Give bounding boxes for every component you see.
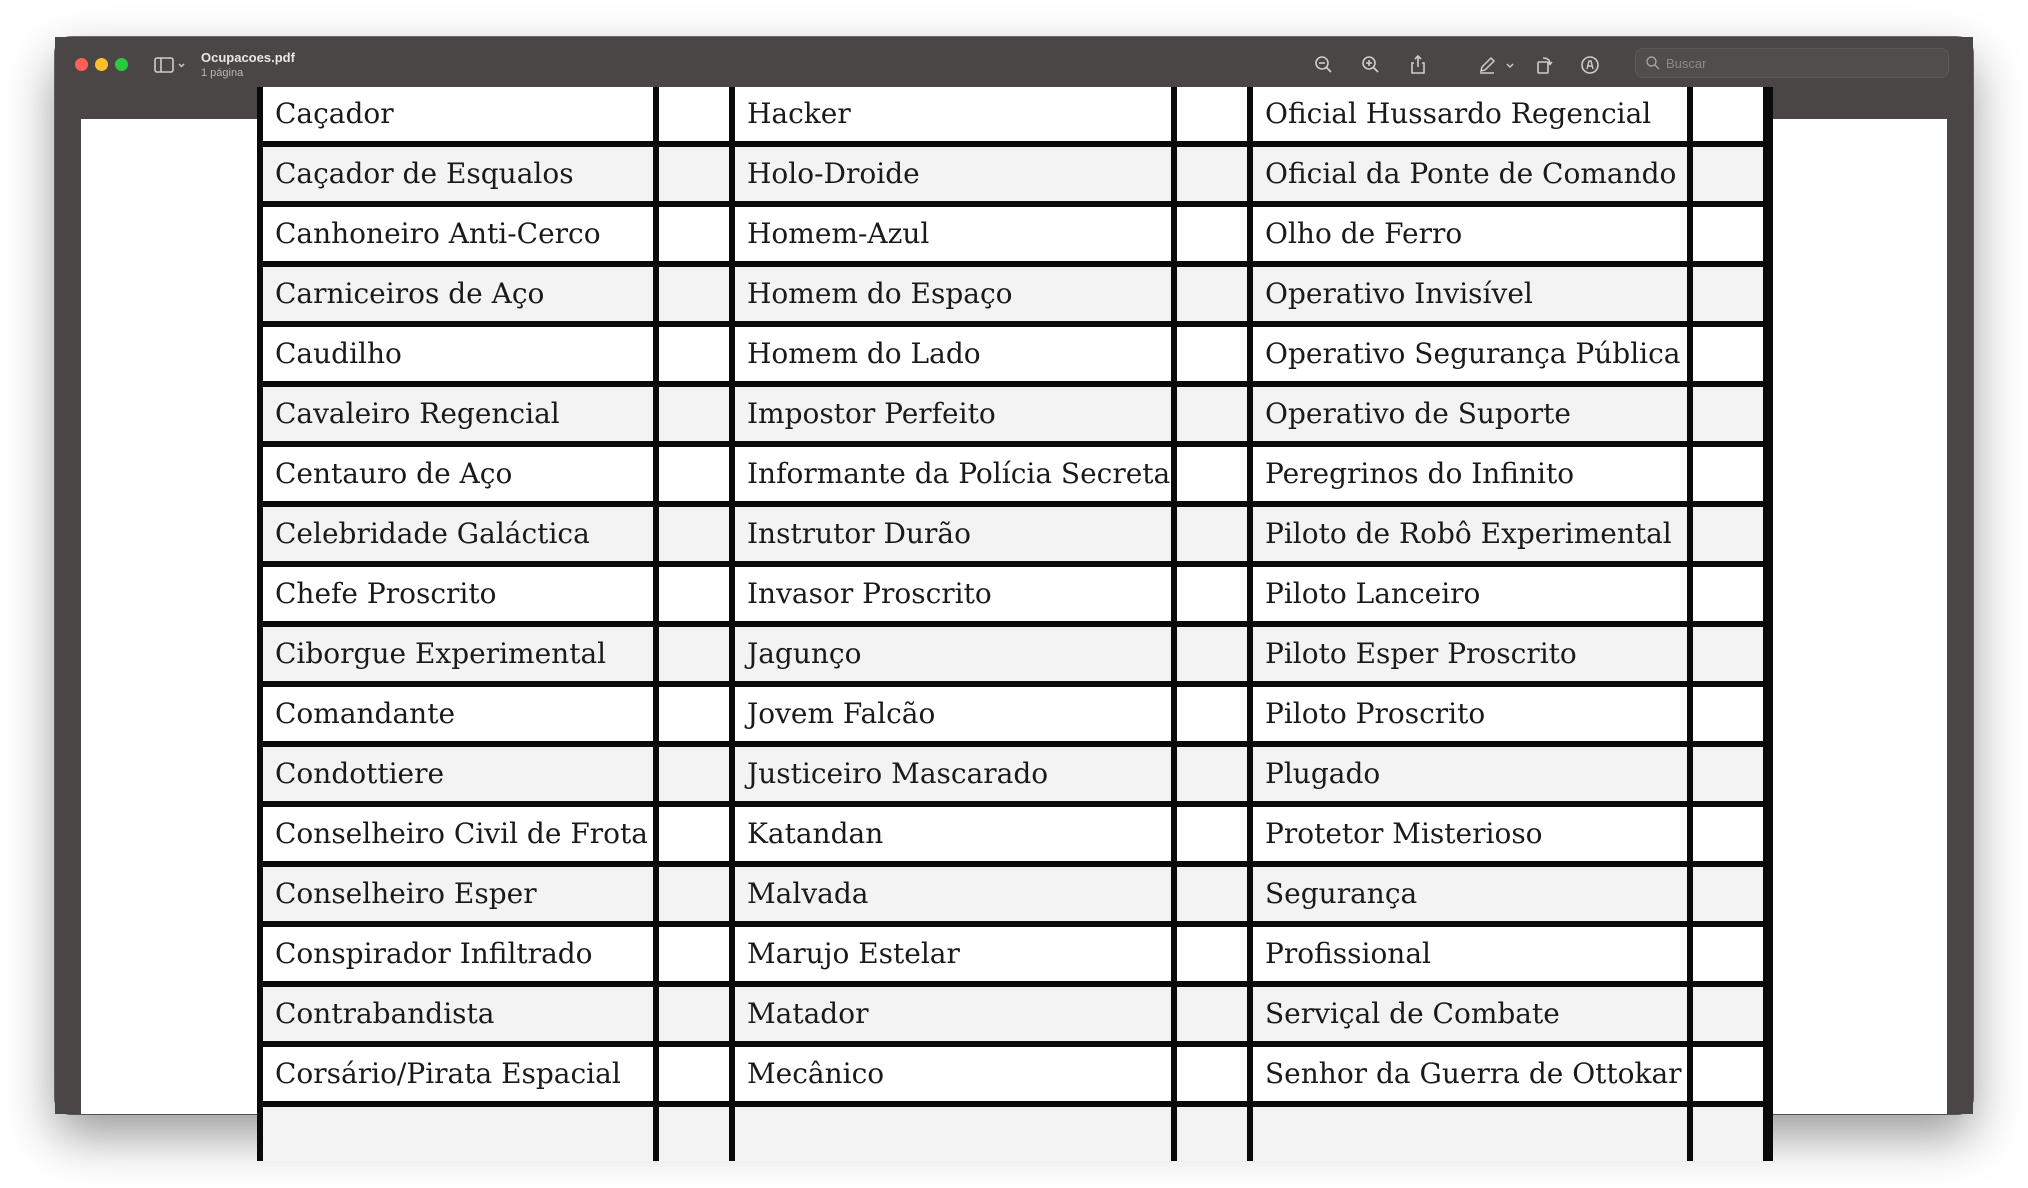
- checkbox-cell: [659, 87, 729, 141]
- table-cell: Plugado: [1253, 747, 1687, 801]
- zoom-in-icon: [1358, 52, 1384, 78]
- table-cell: Impostor Perfeito: [735, 387, 1171, 441]
- occupations-table: [257, 87, 1773, 1161]
- checkbox-cell: [659, 867, 729, 921]
- checkbox-cell: [659, 447, 729, 501]
- table-cell: Matador: [735, 987, 1171, 1041]
- annotate-button[interactable]: [1577, 52, 1603, 78]
- checkbox-cell: [1177, 627, 1247, 681]
- checkbox-cell: [1177, 447, 1247, 501]
- checkbox-cell: [1693, 387, 1763, 441]
- table-cell: Celebridade Galáctica: [263, 507, 653, 561]
- checkbox-cell: [659, 147, 729, 201]
- checkbox-cell: [659, 387, 729, 441]
- table-cell: Senhor da Guerra de Ottokar: [1253, 1047, 1687, 1101]
- table-cell: Operativo Segurança Pública: [1253, 327, 1687, 381]
- close-window-button[interactable]: [75, 58, 88, 71]
- minimize-window-button[interactable]: [95, 58, 108, 71]
- sidebar-toggle-icon: [153, 54, 189, 76]
- table-cell: Oficial da Ponte de Comando: [1253, 147, 1687, 201]
- checkbox-cell: [659, 687, 729, 741]
- checkbox-cell: [1177, 747, 1247, 801]
- checkbox-cell: [1693, 927, 1763, 981]
- table-cell: Contrabandista: [263, 987, 653, 1041]
- table-cell: Operativo de Suporte: [1253, 387, 1687, 441]
- table-cell: Instrutor Durão: [735, 507, 1171, 561]
- table-cell: [735, 1107, 1171, 1161]
- checkbox-cell: [1693, 267, 1763, 321]
- checkbox-cell: [1177, 867, 1247, 921]
- fullscreen-window-button[interactable]: [115, 58, 128, 71]
- search-input[interactable]: [1666, 54, 1936, 72]
- zoom-in-button[interactable]: [1358, 52, 1384, 78]
- table-cell: Piloto de Robô Experimental: [1253, 507, 1687, 561]
- table-cell: Corsário/Pirata Espacial: [263, 1047, 653, 1101]
- checkbox-cell: [1177, 147, 1247, 201]
- table-cell: Jovem Falcão: [735, 687, 1171, 741]
- rotate-button[interactable]: [1531, 52, 1557, 78]
- chevron-down-icon: [179, 64, 184, 67]
- checkbox-cell: [1693, 87, 1763, 141]
- table-cell: Cavaleiro Regencial: [263, 387, 653, 441]
- table-cell: Carniceiros de Aço: [263, 267, 653, 321]
- checkbox-cell: [1693, 207, 1763, 261]
- checkbox-cell: [1693, 1047, 1763, 1101]
- table-cell: Malvada: [735, 867, 1171, 921]
- checkbox-cell: [1693, 567, 1763, 621]
- document-canvas[interactable]: [55, 97, 1973, 1114]
- checkbox-cell: [1177, 567, 1247, 621]
- table-cell: Jagunço: [735, 627, 1171, 681]
- table-cell: Condottiere: [263, 747, 653, 801]
- table-cell: Katandan: [735, 807, 1171, 861]
- checkbox-cell: [1693, 987, 1763, 1041]
- checkbox-cell: [1177, 1107, 1247, 1161]
- table-cell: Conspirador Infiltrado: [263, 927, 653, 981]
- checkbox-cell: [1177, 987, 1247, 1041]
- checkbox-cell: [1177, 207, 1247, 261]
- checkbox-cell: [1177, 87, 1247, 141]
- table-cell: Protetor Misterioso: [1253, 807, 1687, 861]
- checkbox-cell: [1693, 867, 1763, 921]
- table-cell: Piloto Proscrito: [1253, 687, 1687, 741]
- table-cell: Hacker: [735, 87, 1171, 141]
- checkbox-cell: [659, 747, 729, 801]
- table-cell: [1253, 1107, 1687, 1161]
- table-cell: Serviçal de Combate: [1253, 987, 1687, 1041]
- checkbox-cell: [1693, 1107, 1763, 1161]
- checkbox-cell: [1693, 687, 1763, 741]
- checkbox-cell: [1693, 747, 1763, 801]
- checkbox-cell: [659, 807, 729, 861]
- table-cell: Justiceiro Mascarado: [735, 747, 1171, 801]
- zoom-out-icon: [1311, 52, 1337, 78]
- table-cell: Ciborgue Experimental: [263, 627, 653, 681]
- table-cell: Piloto Esper Proscrito: [1253, 627, 1687, 681]
- checkbox-cell: [1693, 327, 1763, 381]
- checkbox-cell: [659, 987, 729, 1041]
- checkbox-cell: [659, 327, 729, 381]
- table-cell: Marujo Estelar: [735, 927, 1171, 981]
- checkbox-cell: [1177, 807, 1247, 861]
- checkbox-cell: [1693, 447, 1763, 501]
- table-cell: Caçador de Esqualos: [263, 147, 653, 201]
- search-icon: [1645, 55, 1661, 71]
- checkbox-cell: [1177, 387, 1247, 441]
- table-cell: Homem do Lado: [735, 327, 1171, 381]
- checkbox-cell: [1693, 147, 1763, 201]
- checkbox-cell: [1693, 627, 1763, 681]
- checkbox-cell: [659, 507, 729, 561]
- table-cell: Canhoneiro Anti-Cerco: [263, 207, 653, 261]
- table-cell: Homem-Azul: [735, 207, 1171, 261]
- table-cell: Piloto Lanceiro: [1253, 567, 1687, 621]
- table-cell: Centauro de Aço: [263, 447, 653, 501]
- checkbox-cell: [659, 1107, 729, 1161]
- markup-pen-icon: [1474, 52, 1500, 78]
- share-button[interactable]: [1405, 52, 1431, 78]
- search-field[interactable]: [1635, 48, 1949, 78]
- markup-button[interactable]: [1474, 52, 1500, 78]
- sidebar-toggle-button[interactable]: [153, 54, 189, 76]
- table-cell: Olho de Ferro: [1253, 207, 1687, 261]
- table-cell: Conselheiro Civil de Frota: [263, 807, 653, 861]
- page-count: 1 página: [201, 67, 244, 79]
- checkbox-cell: [1177, 1047, 1247, 1101]
- annotate-icon: [1577, 52, 1603, 78]
- markup-menu-button[interactable]: [1501, 52, 1519, 78]
- checkbox-cell: [659, 267, 729, 321]
- table-cell: Invasor Proscrito: [735, 567, 1171, 621]
- table-cell: Segurança: [1253, 867, 1687, 921]
- checkbox-cell: [659, 567, 729, 621]
- table-cell: Peregrinos do Infinito: [1253, 447, 1687, 501]
- checkbox-cell: [1177, 507, 1247, 561]
- table-cell: Chefe Proscrito: [263, 567, 653, 621]
- table-cell: Mecânico: [735, 1047, 1171, 1101]
- zoom-out-button[interactable]: [1311, 52, 1337, 78]
- table-cell: Caçador: [263, 87, 653, 141]
- preview-window: [55, 37, 1973, 1114]
- share-icon: [1405, 52, 1431, 78]
- table-cell: Operativo Invisível: [1253, 267, 1687, 321]
- table-cell: Caudilho: [263, 327, 653, 381]
- table-cell: Profissional: [1253, 927, 1687, 981]
- checkbox-cell: [1177, 687, 1247, 741]
- chevron-down-icon: [1501, 52, 1519, 78]
- table-cell: [263, 1107, 653, 1161]
- checkbox-cell: [1177, 267, 1247, 321]
- table-cell: Informante da Polícia Secreta: [735, 447, 1171, 501]
- pdf-page: [81, 97, 1947, 1114]
- table-cell: Conselheiro Esper: [263, 867, 653, 921]
- rotate-icon: [1531, 52, 1557, 78]
- document-title: Ocupacoes.pdf: [201, 50, 295, 65]
- checkbox-cell: [659, 1047, 729, 1101]
- checkbox-cell: [659, 927, 729, 981]
- table-cell: Oficial Hussardo Regencial: [1253, 87, 1687, 141]
- table-cell: Homem do Espaço: [735, 267, 1171, 321]
- table-cell: Holo-Droide: [735, 147, 1171, 201]
- checkbox-cell: [1177, 927, 1247, 981]
- checkbox-cell: [659, 207, 729, 261]
- checkbox-cell: [659, 627, 729, 681]
- checkbox-cell: [1693, 807, 1763, 861]
- checkbox-cell: [1177, 327, 1247, 381]
- checkbox-cell: [1693, 507, 1763, 561]
- table-cell: Comandante: [263, 687, 653, 741]
